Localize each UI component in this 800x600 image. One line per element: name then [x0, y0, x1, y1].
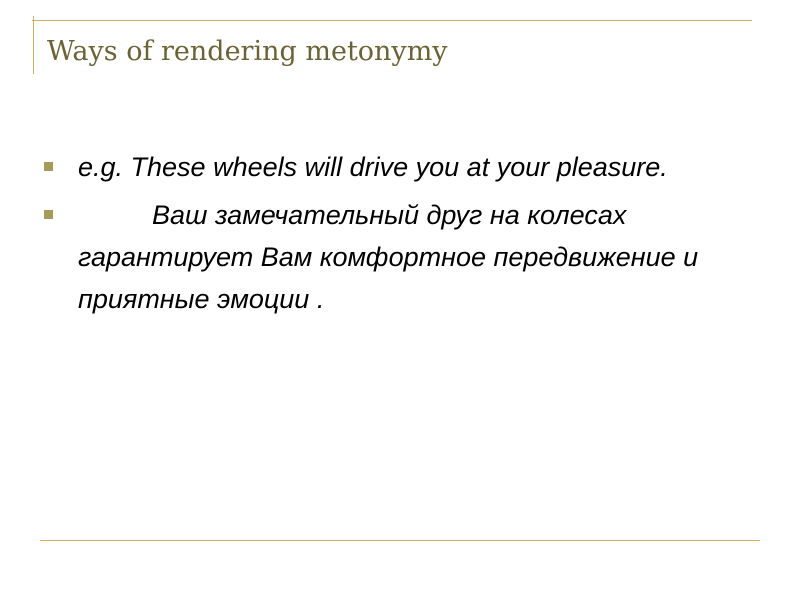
- top-divider: [32, 20, 752, 21]
- bottom-divider: [40, 540, 760, 541]
- bullet-text: Ваш замечательный друг на колесах гарантирует Вам комфортное передвижение и приятные эмоции .: [78, 200, 699, 314]
- bullet-item-example: [44, 146, 764, 188]
- bullet-text: e.g. These wheels will drive you at your pleasure.: [78, 152, 668, 182]
- bullet-item-translation: [44, 194, 764, 320]
- left-accent-divider: [33, 16, 34, 74]
- bullet-list: [44, 146, 764, 326]
- square-bullet-icon: [44, 162, 53, 171]
- square-bullet-icon: [44, 210, 53, 219]
- slide-title: Ways of rendering metonymy: [47, 36, 448, 67]
